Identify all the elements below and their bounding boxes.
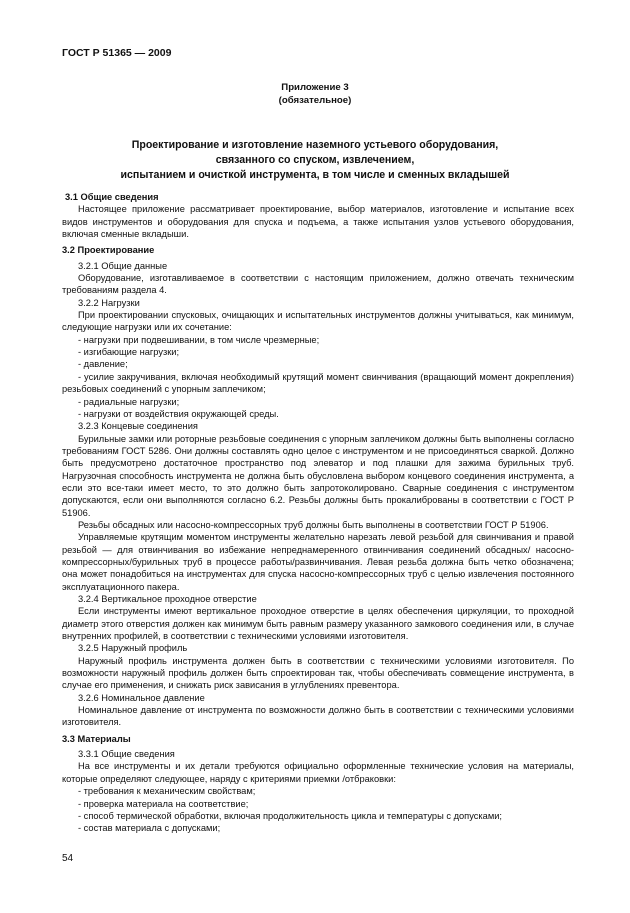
section-heading: 3.2 Проектирование xyxy=(62,245,155,256)
annex-label: Приложение 3 xyxy=(281,82,349,93)
list-item: - давление; xyxy=(78,359,128,370)
list-item: - требования к механическим свойствам; xyxy=(78,786,256,797)
annex-status: (обязательное) xyxy=(278,95,352,106)
list-item: - проверка материала на соответствие; xyxy=(78,798,249,809)
list-item: - усилие закручивания, включая необходимый крутящий момент свинчивания (вращающий момент докрепления) резьбовых соединений с упорным заплечиком; xyxy=(62,371,574,395)
annex-title xyxy=(0,138,630,183)
paragraph: На все инструменты и их детали требуются официально оформленные технические условия на материалы, которые определяют следующее, наряду с критериями приемки /отбраковки: xyxy=(62,761,574,784)
annex-title-line: испытанием и очисткой инструмента, в том числе и сменных вкладышей xyxy=(120,169,510,181)
list-item: - нагрузки от воздействия окружающей среды. xyxy=(78,408,279,419)
list-item: - состав материала с допусками; xyxy=(78,823,221,834)
subsection-title: 3.2.2 Нагрузки xyxy=(78,297,140,308)
subsection-title: 3.2.3 Концевые соединения xyxy=(78,421,198,432)
subsection-title: 3.2.6 Номинальное давление xyxy=(78,692,205,703)
paragraph: При проектировании спусковых, очищающих и испытательных инструментов должны учитываться, как минимум, следующие нагрузки или их сочетание: xyxy=(62,310,574,333)
document-code: ГОСТ Р 51365 — 2009 xyxy=(62,47,172,59)
paragraph: Настоящее приложение рассматривает проектирование, выбор материалов, изготовление и испытание всех видов инструментов и оборудования для спуска и подъема, а также испытания узлов устьевого оборудования, включая сменные вкладыши. xyxy=(62,204,574,240)
document-body xyxy=(62,191,574,835)
annex-title-line: Проектирование и изготовление наземного устьевого оборудования, xyxy=(131,139,499,151)
list-item: - изгибающие нагрузки; xyxy=(78,347,180,358)
section-heading: 3.1 Общие сведения xyxy=(65,192,159,202)
subsection-title: 3.2.4 Вертикальное проходное отверстие xyxy=(78,594,257,604)
paragraph: Если инструменты имеют вертикальное проходное отверстие в целях обеспечения циркуляции, то проходной диаметр этого отверстия должен как минимум быть равным размеру указанного замкового соединения или, в случае внутренних профилей, в соответствии с техническими условиями изготовителя. xyxy=(62,606,574,642)
paragraph: Номинальное давление от инструмента по возможности должно быть в соответствии с техническими условиями изготовителя. xyxy=(62,705,574,728)
list-item: - радиальные нагрузки; xyxy=(78,396,180,407)
paragraph: Оборудование, изготавливаемое в соответствии с настоящим приложением, должно отвечать техническим требованиям раздела 4. xyxy=(62,273,574,296)
subsection-title: 3.2.5 Наружный профиль xyxy=(78,643,188,654)
paragraph: Резьбы обсадных или насосно-компрессорных труб должны быть выполнены в соответствии ГОСТ Р 51906. xyxy=(78,519,549,530)
paragraph: Бурильные замки или роторные резьбовые соединения с упорным заплечиком должны быть выполнены согласно требованиям ГОСТ 5286. Они должны составлять одно целое с инструментом и не присоединяться сваркой. Должно быть предусмотрено достаточное пространство под элеватор и под плашки для зажима бурильных труб. Нагрузочная способность инструмента не должна быть обусловлена выбором концевого соединения инструмента, а если это все-таки имеет место, то это должно быть запротоколировано. Сварные соединения с инструментом допускаются, если они выполняются согласно 6.2. Резьбы должны быть прокалиброваны в соответствии с ГОСТ Р 51906. xyxy=(62,433,574,518)
list-item: - нагрузки при подвешивании, в том числе чрезмерные; xyxy=(78,334,320,345)
page-number: 54 xyxy=(62,853,74,864)
paragraph: Наружный профиль инструмента должен быть в соответствии с техническими условиями изготовителя. По возможности наружный профиль должен быть спроектирован так, чтобы обеспечивать совмещение инструмента, в случае его применения, и снижать риск зависания в углублениях превентора. xyxy=(62,655,574,691)
list-item: - способ термической обработки, включая продолжительность цикла и температуры с допусками; xyxy=(78,810,502,821)
annex-title-line: связанного со спуском, извлечением, xyxy=(215,154,415,166)
subsection-title: 3.2.1 Общие данные xyxy=(78,260,168,271)
paragraph: Управляемые крутящим моментом инструменты желательно нарезать левой резьбой для свинчивания и правой резьбой — для отвинчивания во избежание непреднамеренного отвинчивания соединений обсадных/ насосно-компрессорных/бурильных труб в процессе работы/развинчивания. Левая резьба должна быть четко обозначена; она может понадобиться на инструментах для спуска насосно-компрессорных труб с целью извлечения постоянного эксплуатационного пакера. xyxy=(62,532,574,592)
section-heading: 3.3 Материалы xyxy=(62,733,131,744)
subsection-title: 3.3.1 Общие сведения xyxy=(78,749,175,760)
